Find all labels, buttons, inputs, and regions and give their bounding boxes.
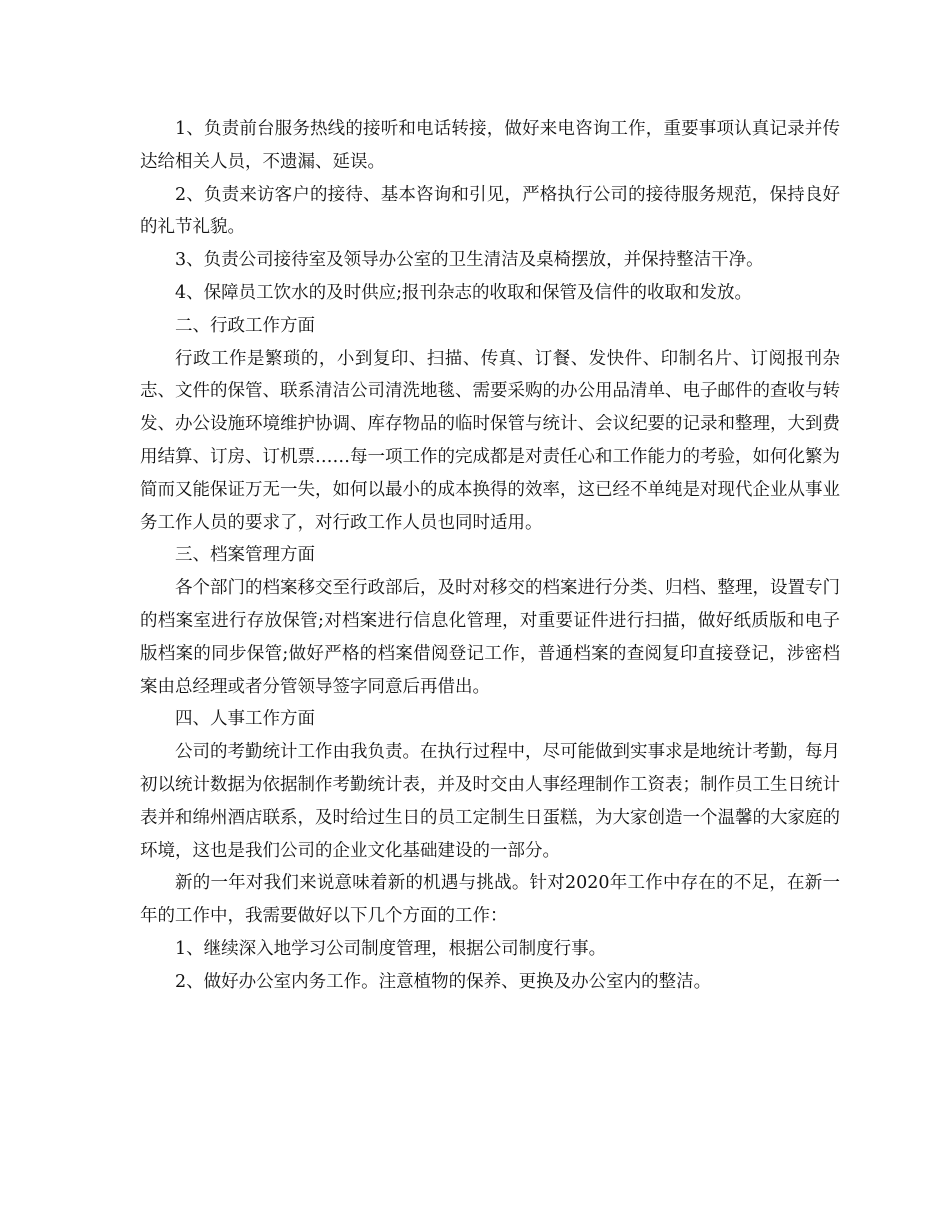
section-heading-admin: 二、行政工作方面 [175,315,315,336]
paragraph-archives: 各个部门的档案移交至行政部后，及时对移交的档案进行分类、归档、整理，设置专门的档案室进行存放保管;对档案进行信息化管理，对重要证件进行扫描，做好纸质版和电子版档案的同步保管;做好严格的档案借阅登记工作，普通档案的查阅复印直接登记，涉密档案由总经理或者分管领导签字同意后再借出。 [140,578,840,697]
paragraph-item-1: 1、负责前台服务热线的接听和电话转接，做好来电咨询工作，重要事项认真记录并传达给相关人员，不遗漏、延误。 [140,119,840,172]
paragraph-hr: 公司的考勤统计工作由我负责。在执行过程中，尽可能做到实事求是地统计考勤，每月初以统计数据为依据制作考勤统计表，并及时交由人事经理制作工资表；制作员工生日统计表并和绵州酒店联系，及时给过生日的员工定制生日蛋糕，为大家创造一个温馨的大家庭的环境，这也是我们公司的企业文化基础建设的一部分。 [140,742,840,861]
paragraph-item-2: 2、负责来访客户的接待、基本咨询和引见，严格执行公司的接待服务规范，保持良好的礼节礼貌。 [140,184,840,238]
paragraph-item-3: 3、负责公司接待室及领导办公室的卫生清洁及桌椅摆放，并保持整洁干净。 [175,250,764,271]
plan-item-1: 1、继续深入地学习公司制度管理，根据公司制度行事。 [175,938,607,959]
paragraph-item-4: 4、保障员工饮水的及时供应;报刊杂志的收取和保管及信件的收取和发放。 [175,282,753,303]
section-heading-archives: 三、档案管理方面 [175,545,315,566]
section-heading-hr: 四、人事工作方面 [175,709,315,730]
paragraph-new-year: 新的一年对我们来说意味着新的机遇与挑战。针对2020年工作中存在的不足，在新一年的工作中，我需要做好以下几个方面的工作： [140,873,840,927]
plan-item-2: 2、做好办公室内务工作。注意植物的保养、更换及办公室内的整洁。 [175,971,712,992]
document-body [140,113,840,999]
paragraph-admin-work: 行政工作是繁琐的，小到复印、扫描、传真、订餐、发快件、印制名片、订阅报刊杂志、文件的保管、联系清洁公司清洗地毯、需要采购的办公用品清单、电子邮件的查收与转发、办公设施环境维护协调、库存物品的临时保管与统计、会议纪要的记录和整理，大到费用结算、订房、订机票……每一项工作的完成都是对责任心和工作能力的考验，如何化繁为简而又能保证万无一失，如何以最小的成本换得的效率，这已经不单纯是对现代企业从事业务工作人员的要求了，对行政工作人员也同时适用。 [140,348,840,533]
